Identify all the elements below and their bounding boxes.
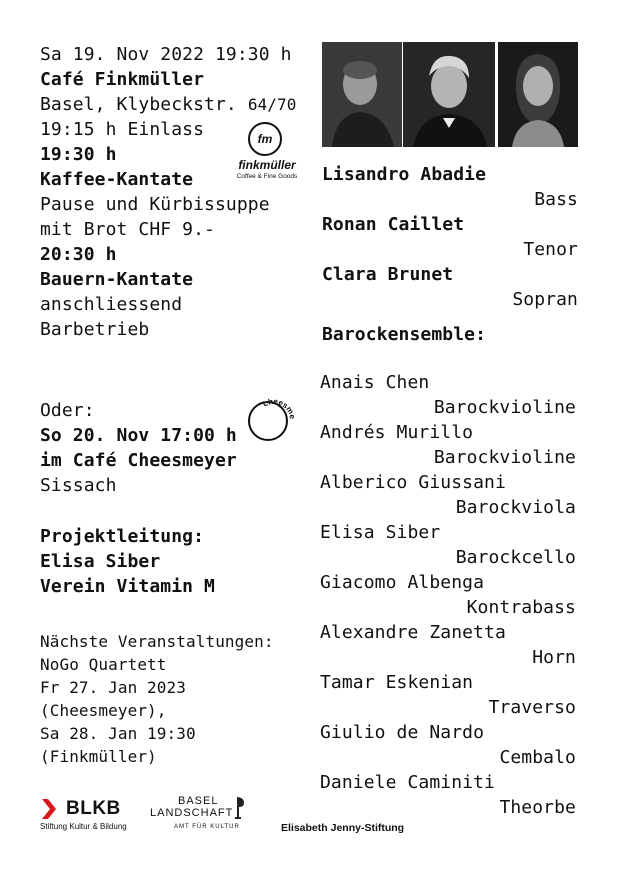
ensemble-heading: Barockensemble: [322, 324, 487, 345]
portrait-tenor-image [403, 42, 495, 147]
ensemble-member-role: Barockcello [455, 547, 576, 568]
cheesmeyer-logo [246, 394, 302, 444]
event1-venue: Café Finkmüller [40, 69, 205, 90]
ensemble-member-name: Anais Chen [320, 372, 430, 393]
soloist-role: Sopran [512, 289, 578, 310]
finkmuller-name: finkmüller [238, 158, 296, 172]
event1-address [40, 92, 296, 117]
event2-venue: im Café Cheesmeyer [40, 450, 237, 471]
portrait-bass [322, 42, 402, 147]
ensemble-member-name: Alexandre Zanetta [320, 622, 506, 643]
event1-break-line1: Pause und Kürbissuppe [40, 194, 270, 215]
event1-after-line2: Barbetrieb [40, 319, 150, 340]
next-line5: (Finkmüller) [40, 747, 157, 766]
svg-text:cheesmeyer: cheesme [261, 396, 298, 420]
event1-date: Sa 19. Nov 2022 19:30 h [40, 44, 292, 65]
ensemble-member-role: Barockvioline [433, 397, 576, 418]
event1-entry: 19:15 h Einlass [40, 119, 205, 140]
soloist-role: Bass [534, 189, 578, 210]
soloist-name: Ronan Caillet [322, 214, 465, 235]
soloist-role: Tenor [523, 239, 578, 260]
ensemble-member-role: Barockvioline [433, 447, 576, 468]
ensemble-member-name: Alberico Giussani [320, 472, 506, 493]
jenny-stiftung: Elisabeth Jenny-Stiftung [281, 822, 405, 834]
soloist-name: Clara Brunet [322, 264, 454, 285]
next-line1: NoGo Quartett [40, 655, 167, 674]
finkmuller-circle [248, 122, 282, 156]
finkmuller-mark: fm [257, 132, 273, 146]
event1-time1: 19:30 h [40, 144, 117, 165]
ensemble-member-role: Horn [532, 647, 576, 668]
project-label: Projektleitung: [40, 526, 205, 547]
ensemble-member-role: Cembalo [499, 747, 576, 768]
ensemble-member-name: Tamar Eskenian [320, 672, 474, 693]
blkb-name: BLKB [66, 798, 121, 819]
ensemble-member-role: Kontrabass [466, 597, 576, 618]
blkb-logo [40, 797, 140, 833]
next-line3: (Cheesmeyer), [40, 701, 167, 720]
project-name: Elisa Siber [40, 551, 161, 572]
event1-after-line1: anschliessend [40, 294, 183, 315]
soloist-name: Lisandro Abadie [322, 164, 487, 185]
event1-break-line2: mit Brot CHF 9.- [40, 219, 215, 240]
finkmuller-sub: Coffee & Fine Goods [236, 173, 298, 180]
event1-piece1: Kaffee-Kantate [40, 169, 194, 190]
next-line2: Fr 27. Jan 2023 [40, 678, 186, 697]
next-line4: Sa 28. Jan 19:30 [40, 724, 196, 743]
project-org: Verein Vitamin M [40, 576, 215, 597]
portrait-bass-image [322, 42, 402, 147]
basel-line2: LANDSCHAFT [150, 807, 234, 819]
event2-date: So 20. Nov 17:00 h [40, 425, 237, 446]
next-heading: Nächste Veranstaltungen: [40, 632, 274, 651]
blkb-sub: Stiftung Kultur & Bildung [40, 822, 127, 831]
event1-piece2: Bauern-Kantate [40, 269, 194, 290]
blkb-mark-icon [40, 797, 64, 821]
finkmuller-logo [232, 120, 302, 186]
ensemble-member-name: Giulio de Nardo [320, 722, 485, 743]
basel-line1: BASEL [178, 795, 219, 807]
event2-place: Sissach [40, 475, 117, 496]
portrait-sopran-image [498, 42, 578, 147]
ensemble-member-name: Elisa Siber [320, 522, 441, 543]
portrait-tenor [403, 42, 495, 147]
basel-landschaft-logo [150, 795, 250, 835]
basel-sub: AMT FÜR KULTUR [174, 824, 240, 830]
ensemble-member-role: Traverso [488, 697, 576, 718]
address-street: Basel, Klybeckstr. [40, 94, 237, 115]
portrait-sopran [498, 42, 578, 147]
baselbieter-staff-icon [233, 795, 247, 819]
event2-oder: Oder: [40, 400, 95, 421]
ensemble-member-role: Theorbe [499, 797, 576, 818]
ensemble-member-role: Barockviola [455, 497, 576, 518]
ensemble-member-name: Giacomo Albenga [320, 572, 485, 593]
event1-time2: 20:30 h [40, 244, 117, 265]
ensemble-member-name: Daniele Caminiti [320, 772, 495, 793]
cheesmeyer-icon [246, 394, 302, 444]
address-number: 64/70 [247, 95, 297, 114]
ensemble-member-name: Andrés Murillo [320, 422, 474, 443]
